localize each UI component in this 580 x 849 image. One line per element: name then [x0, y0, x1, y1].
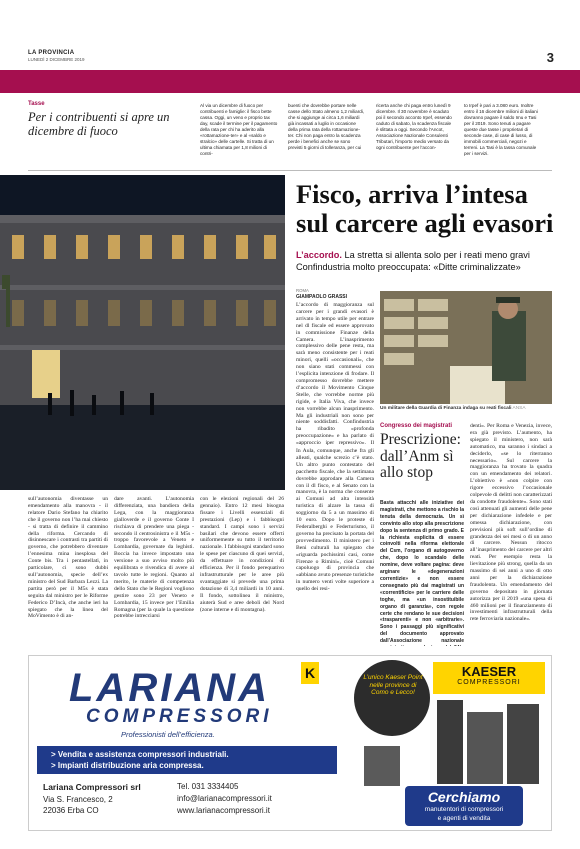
sidebar-label: Congresso dei magistrati: [380, 423, 453, 429]
section-color-bar: [0, 70, 580, 93]
sidebar-body: Basta attacchi alle iniziative dei magistrati, che mettono a rischio la tenuta della democrazia. Un sì convinto allo stop alla prescrizione dopo la sentenza di primo grado. E la richiesta esplicita di essere coinvolti nella riforma elettorale del Csm, l’organo di autogoverno che, dopo lo scandalo delle nomine, deve voltare pagina: deve arginare le «degenerazioni correntizie» e non essere consegnato più dai magistrati un «correntificio» per le carriere delle toghe, ma «un insostituibile organo di garanzia», con regole certe che rendano le sue decisioni «trasparenti» e non «arbitrarie». Sono i passaggi più significativi del documento approvato dall’Associazione nazionale: [380, 500, 464, 645]
compressor-illustration-2: [467, 712, 503, 784]
autonomy-column-1: sull’autonomia diventasse un emendamento alla manovra - il relatore Dario Stefano ha chiarito che il governo non l’ha mai chiesto - si tratta di definire il cammino della riforma. Cercando di disinnescare i contrasti tra partiti di governo, che potrebbero diventare l’ennesima mina inesplosa del Conte bis. Tra i pentastellati, in particolare, ci sono dubbi sull’autonomia, specie dell’ex ministro del Sud Barbara Lezzi. La partita però per il M5s è stata seguita dal ministro per le Riforme Federico D’Incà, che anche ieri ha spiegato che la linea del MoVimento è di an-: [28, 496, 108, 620]
photo-credit: ANSA: [512, 406, 526, 411]
kaeser-name: KAESER: [461, 664, 517, 679]
brief-column-2: buenti che dovrebbe portare nelle casse dello Stato almeno 1,2 miliardi, che si aggiunge ai circa 1,6 miliardi già incassati a luglio in occasione della prima rata della rottamazione-ter. Chi non paga entro la scadenza perde i benefici anche se sono previsti 5 giorni di tolleranza, per cui: [288, 103, 365, 150]
hiring-box: [405, 786, 523, 826]
issue-date: LUNEDÌ 2 DICEMBRE 2019: [28, 57, 85, 62]
ad-services-band: [37, 746, 337, 774]
ad-website: www.larianacompressori.it: [177, 806, 270, 815]
newspaper-name: LA PROVINCIA: [28, 50, 75, 56]
kaeser-subtitle: COMPRESSORI: [457, 679, 521, 686]
kaeser-k-icon: K: [301, 662, 319, 684]
autonomy-column-3: con le elezioni regionali del 26 gennaio). Entro 12 mesi bisogna fissare i Livelli essenziali di prestazioni (Lep) e i fabbisogni standard. I campi sono i servizi basilari che devono essere offerti uniformemente su tutto il territorio nazionale. I fabbisogni standard sono le spese per ciascuno di quei servizi, da effettuare in condizioni di efficienza. Per il fondo perequativo infrastrutturale per le aree più svantaggiate si prevede una prima dotazione di 3,4 miliardi in 10 anni. Il fondo, sottolinea il ministro, aiuterà Sud e aree deboli del Nord (zone interne e di montagna).: [200, 496, 284, 613]
autonomy-column-2: dare avanti. L’autonomia differenziata, una bandiera della Lega, con la maggioranza gialloverde e il governo Conte I rischiava di prendere una piega - secondo il centrosinistra e il M5s - troppo favorevole a Veneto e Lombardia, governate da leghisti. Boccia ha invece impostato una versione a suo avviso molto più equilibrata e rivendica di avere al tavolo tutte le regioni. Quanto al merito, le materie di competenza dello Stato che le Regioni vogliono gestire sono 23 per Veneto e Lombardia, 15 invece per l’Emilia Romagna (per la quale la questione potrebbe intrecciarsi: [114, 496, 194, 620]
article-body-lead: L’accordo di maggioranza sul carcere per i grandi evasori è arrivato in tempo utile per entrare nel dl fiscale ed essere approvato in commissione Finanze della Camera. L’inasprimento complessivo delle pene resta, ma sarà meno consistente per i reati minori, quelli «occasionali», che non siano stati commessi con l’esplicita intenzione di frodare. Il compromesso dovrebbe mettere d’accordo il Movimento Cinque Stelle, che vorrebbe norme più rigide, e Italia Viva, che invece non vorrebbe alcun inasprimento. Ma gli industriali non sono per niente soddisfatti. Confindustria ha ribadito «profonda preoccupazione» e ha parlato di «approccio iper repressivo». Il: [296, 302, 374, 446]
ad-service-systems: > Impianti distribuzione aria compressa.: [51, 761, 204, 770]
sidebar-title: Prescrizione: dall’Anm sì allo stop: [380, 431, 461, 481]
hiring-line-2: e agenti di vendita: [437, 815, 491, 822]
kicker-text: La stretta si allenta solo per i reati meno gravi Confindustria molto preoccupata: «Ditte criminalizzate»: [296, 250, 530, 272]
article-body-cont: In Aula, comunque, anche fra gli alleati, qualche screzio c’è stato. Un altro punto contestato del pacchetto fiscale, che la settimana dovrebbe approdare alla Camera con il dl fisco, e al Senato con la manovra, è la norma che consente ai Comuni ad alta intensità turistica di alzare la tassa di soggiorno da 5 a un massimo di 10 euro. Dopo le proteste di Federalberghi e Federturismo, il governo ha precisato la portata del provvedimento. Il ministero per i Beni culturali ha spiegato che «riguarda pochissimi casi, come Firenze o Rimini», cioè Comuni capoluogo di provincia che «abbiano avuto presenze turistiche in numero venti volte superiore a quello dei resi-: [296, 448, 374, 593]
headline: Fisco, arriva l’intesa sul carcere agli evasori: [296, 179, 554, 238]
caption-text: Un militare della Guardia di Finanza indaga su reati fiscali: [380, 406, 512, 411]
article-continuation: denti». Per Roma e Venezia, invece, era già previsto. L’aumento, ha spiegato il ministero, non sarà automatico, ma saranno i sindaci a deciderlo, «se lo riterranno necessario». Sul carcere la maggioranza ha trovato la quadra con un emendamento dei relatori. L’obiettivo è «non colpire con rigore eccessivo l’occasionale colpevole di delitti non caratterizzati da condotte fraudolente». Sono stati così attenuati gli aumenti delle pene per dichiarazione infedele e per omessa dichiarazione, con previsioni più soft sull’ordine di grandezza dei sei mesi o di un anno di carcere. Nessun ritocco all’inasprimento del carcere per altri reati. Per esempio resta la lievitazione più strong, quella da un massimo di sei anni a uno di otto anni per la dichiarazione fraudolenta. Un emendamento del governo depositato in giornata autorizza per il 2019 «una spesa di 460 milioni per il finanziamento di investimenti infrastrutturali della rete ferroviaria nazionale».: [470, 423, 552, 623]
byline-city: ROMA: [296, 288, 309, 293]
kicker-lead: L’accordo.: [296, 250, 342, 260]
guardia-di-finanza-photo: [380, 291, 552, 404]
compressor-illustration-4: [364, 746, 400, 786]
ad-tagline: Professionisti dell’efficienza.: [121, 730, 215, 739]
hiring-title: Cerchiamo: [427, 789, 501, 805]
byline-author: GIAMPAOLO GRASSI: [296, 294, 348, 300]
ad-logo-compressori: COMPRESSORI: [86, 706, 273, 727]
brief-column-3: ricerta anche chi paga entro lunedì 9 dicembre. Il 30 novembre è scaduto poi il secondo acconto Irpef, essendo caduto di sabato, la scadenza fiscale è slittata a oggi. Secondo l'Ancot, Associazione Nazionale Consulenti Tributari, l'importo medio versato da ogni contribuente per l'accon-: [376, 103, 452, 150]
badge-text: L’unico Kaeser Point nelle province di Como e Lecco!: [363, 674, 423, 696]
ad-logo-lariana: LARIANA: [69, 666, 270, 710]
kaeser-logo: [433, 662, 545, 694]
ad-service-sales: > Vendita e assistenza compressori industriali.: [51, 750, 229, 759]
ad-email: info@larianacompressori.it: [177, 794, 272, 803]
lariana-compressori-ad: [28, 655, 552, 831]
tasse-label: Tasse: [28, 101, 45, 107]
compressor-illustration: [437, 700, 463, 784]
ad-address-street: Via S. Francesco, 2: [43, 795, 113, 804]
tasse-title: Per i contribuenti si apre un dicembre di fuoco: [28, 110, 170, 138]
ad-phone: Tel. 031 3334405: [177, 782, 239, 791]
kaeser-point-badge: [354, 660, 430, 736]
compressor-illustration-3: [507, 704, 539, 784]
ad-address-city: 22036 Erba CO: [43, 806, 99, 815]
brief-column-4: to Irpef è pari a 3.080 euro. Inoltre entro il 16 dicembre milioni di italiani dovranno pagare il saldo Imu e Tasi per il 2019. Sono tenuti a pagare queste due tasse i proprietari di seconde case, di case di lusso, di immobili commerciali, negozi e terreni. La Tasi è la tassa comunale per i servizi.: [464, 103, 538, 156]
ad-company-name: Lariana Compressori srl: [43, 782, 141, 792]
page-number: 3: [546, 50, 554, 65]
section-divider: [28, 170, 552, 171]
brief-column-1: Al via un dicembre di fuoco per contribuenti e famiglie: il fisco bette cassa. Oggi, un veno e proprio tax day, scade il termine per il pagamento della rata per chi ha aderito alla «rottamazione-ter» e al «saldo e stralcio» delle cartelle. Si tratta di un ultima chiamata per 1,8 milioni di contri-: [200, 103, 278, 156]
photo-caption: [380, 406, 552, 411]
kicker: [296, 250, 554, 273]
hiring-line-1: manutentori di compressori: [424, 806, 504, 813]
palace-night-photo: [0, 175, 285, 490]
